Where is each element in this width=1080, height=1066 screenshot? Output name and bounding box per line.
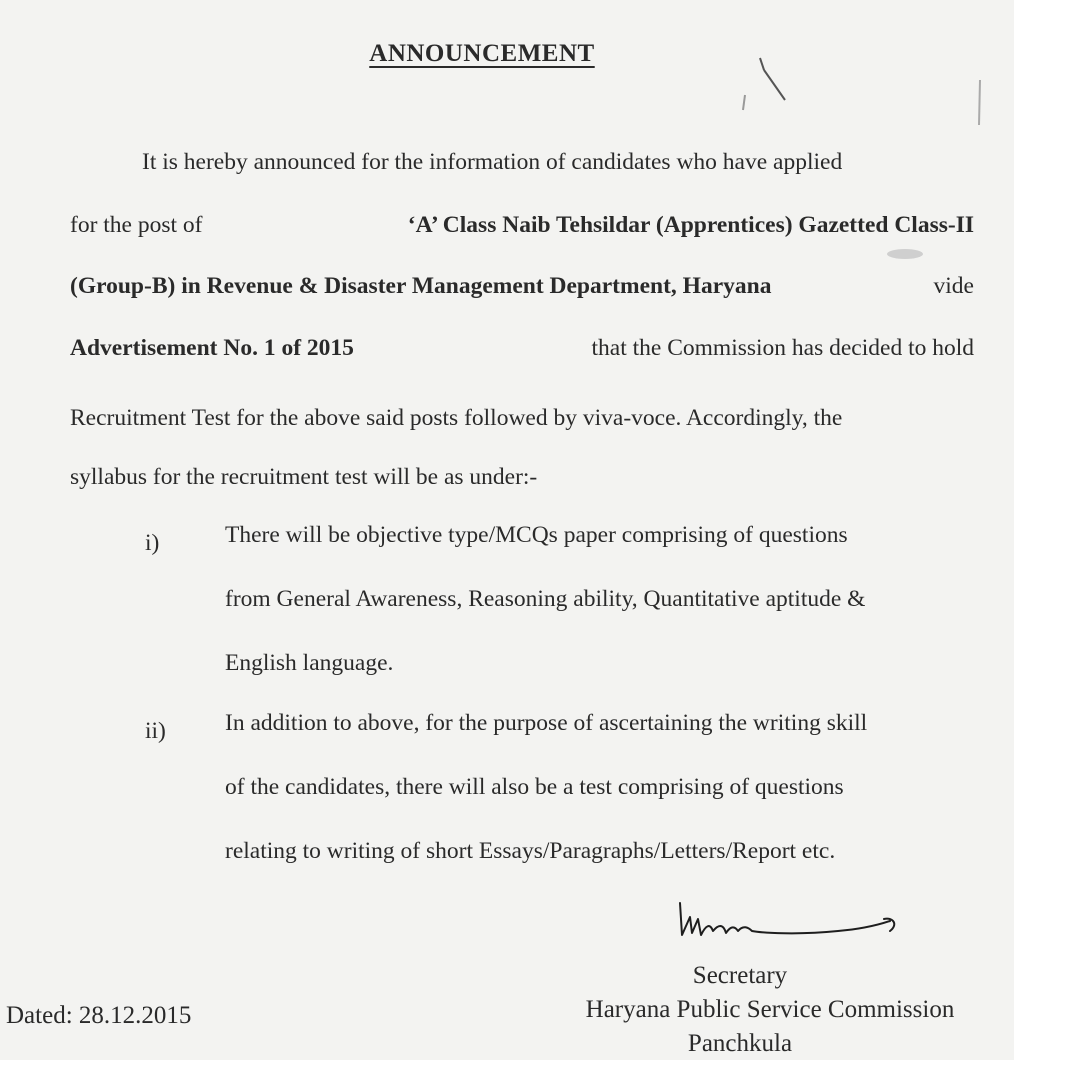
item-line: relating to writing of short Essays/Paragraphs/Letters/Report etc.	[225, 838, 836, 864]
paragraph-line-6: syllabus for the recruitment test will be as under:-	[70, 464, 538, 490]
commission-decision: that the Commission has decided to hold	[591, 335, 974, 361]
signatory-organization: Haryana Public Service Commission	[585, 996, 955, 1023]
paragraph-line-2	[70, 210, 974, 240]
post-name: ‘A’ Class Naib Tehsildar (Apprentices) Gazetted Class-II	[407, 212, 974, 238]
item-line: In addition to above, for the purpose of ascertaining the writing skill	[225, 710, 868, 736]
announcement-title: ANNOUNCEMENT	[369, 40, 595, 67]
item-number: ii)	[145, 718, 166, 744]
paragraph-line-1: It is hereby announced for the information of candidates who have applied	[142, 149, 843, 175]
advertisement-number: Advertisement No. 1 of 2015	[70, 335, 354, 361]
paragraph-line-4	[70, 333, 974, 363]
post-label: for the post of	[70, 212, 203, 238]
signatory-place: Panchkula	[687, 1030, 793, 1057]
paragraph-line-3	[70, 271, 974, 301]
item-line: English language.	[225, 650, 394, 676]
department-name: (Group-B) in Revenue & Disaster Management Department, Haryana	[70, 273, 772, 299]
vide-text: vide	[933, 273, 974, 299]
document-date: Dated: 28.12.2015	[6, 1002, 192, 1029]
item-line: There will be objective type/MCQs paper comprising of questions	[225, 522, 848, 548]
item-line: from General Awareness, Reasoning ability, Quantitative aptitude &	[225, 586, 866, 612]
signatory-designation: Secretary	[692, 962, 788, 989]
paragraph-line-5: Recruitment Test for the above said posts followed by viva-voce. Accordingly, the	[70, 405, 843, 431]
page-margin	[1014, 0, 1080, 1066]
handwritten-signature	[668, 895, 908, 955]
item-line: of the candidates, there will also be a test comprising of questions	[225, 774, 844, 800]
item-number: i)	[145, 530, 160, 556]
